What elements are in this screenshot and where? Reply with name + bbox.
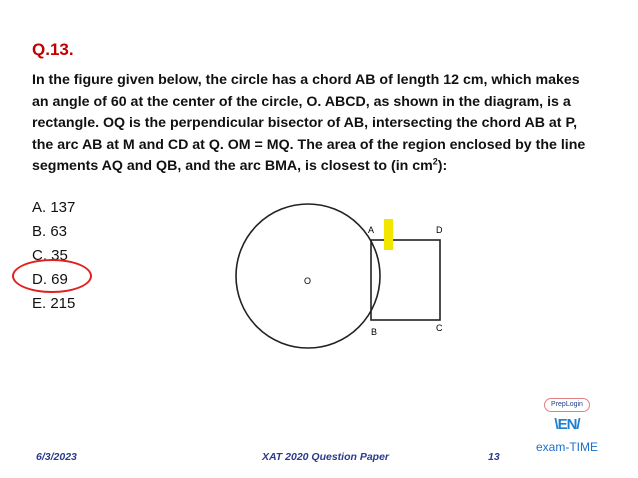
label-o: O [304,276,312,286]
logo-mark-icon: \EN/ [554,416,580,433]
label-a: A [368,225,375,235]
footer-title: XAT 2020 Question Paper [262,451,390,463]
option-e[interactable]: E. 215 [32,295,76,312]
option-b[interactable]: B. 63 [32,223,68,240]
question-number: Q.13. [32,40,74,59]
logo-brand-text: exam-TIME [536,440,599,454]
footer-date: 6/3/2023 [36,451,77,463]
footer-page-number: 13 [488,451,500,463]
option-d[interactable]: D. 69 [32,271,68,288]
exam-time-logo [518,398,618,460]
question-text-end: ): [437,158,448,174]
label-d: D [436,225,443,235]
question-text-superscript: 2 [432,156,438,167]
option-a[interactable]: A. 137 [32,199,76,216]
rectangle-abcd [371,240,440,320]
highlight-mark [384,219,393,250]
question-text-main: In the figure given below, the circle has a chord AB of length 12 cm, which makes an angle of 60 at the center of the circle, O. ABCD, as shown in the diagram, is a rectangle. OQ is the perpendicular bisector of AB, intersecting the chord AB at P, the arc AB at M and CD at Q. OM = MQ. The area of the region enclosed by the line segments AQ and QB, and the arc BMA, is closest to (in cm [32,72,586,174]
logo-top-text: PrepLogin [544,398,590,412]
option-c[interactable]: C. 35 [32,247,68,264]
label-b: B [371,327,378,337]
label-c: C [436,323,443,333]
